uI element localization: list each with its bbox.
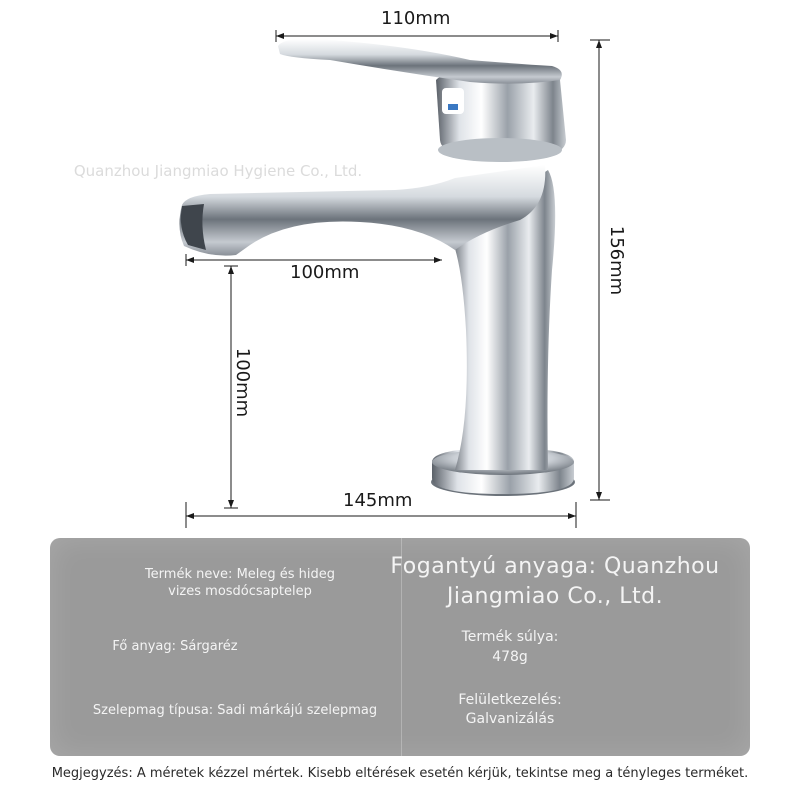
dimension-spout-reach: 100mm	[290, 262, 360, 283]
spec-finish-label: Felületkezelés:	[458, 692, 562, 708]
spec-valve-core: Szelepmag típusa: Sadi márkájú szelepmag	[92, 703, 378, 718]
spec-panel	[50, 538, 750, 756]
brand-watermark: Quanzhou Jiangmiao Hygiene Co., Ltd.	[73, 162, 363, 180]
dimension-total-height: 156mm	[606, 225, 628, 296]
dimension-base-depth: 145mm	[343, 490, 413, 511]
footnote: Megjegyzés: A méretek kézzel mértek. Kisebb eltérések esetén kérjük, tekintse meg a tényleges terméket.	[51, 766, 749, 781]
dimension-handle-width: 110mm	[381, 8, 451, 29]
spec-product-name: Termék neve: Meleg és hideg vizes mosdócsaptelep	[144, 567, 336, 599]
spec-weight-label: Termék súlya:	[461, 629, 559, 645]
spec-finish-value: Galvanizálás	[465, 711, 555, 727]
dimension-spout-height: 100mm	[232, 347, 254, 418]
spec-main-material: Fő anyag: Sárgaréz	[112, 639, 238, 654]
spec-handle-material: Fogantyú anyaga: Quanzhou Jiangmiao Co., Ltd.	[390, 554, 720, 609]
spec-weight-value: 478g	[492, 649, 528, 665]
hot-cold-indicator	[442, 88, 464, 114]
faucet-handle	[278, 39, 562, 84]
